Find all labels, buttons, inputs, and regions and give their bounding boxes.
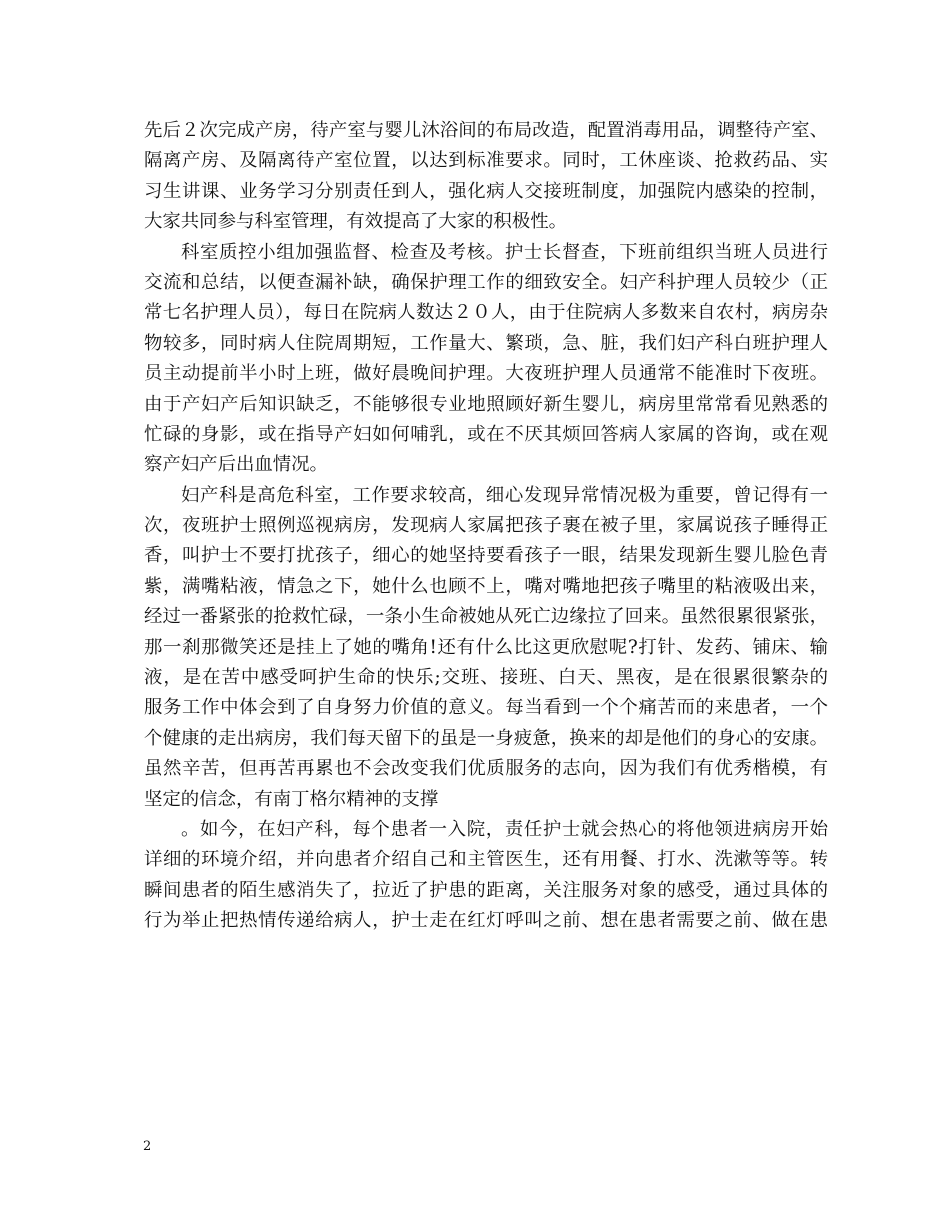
text-line: 紫，满嘴粘液，情急之下，她什么也顾不上，嘴对嘴地把孩子嘴里的粘液吸出来， xyxy=(144,575,828,597)
text-line: 详细的环境介绍，并向患者介绍自己和主管医生，还有用餐、打水、洗漱等等。转 xyxy=(144,849,828,871)
text-line: 员主动提前半小时上班，做好晨晚间护理。大夜班护理人员通常不能准时下夜班。 xyxy=(144,363,828,385)
text-line: 先后２次完成产房，待产室与婴儿沐浴间的布局改造，配置消毒用品，调整待产室、 xyxy=(144,120,828,141)
text-line: 液，是在苦中感受呵护生命的快乐;交班、接班、白天、黑夜，是在很累很繁杂的 xyxy=(144,667,828,689)
paragraph-first-line: 妇产科是高危科室，工作要求较高，细心发现异常情况极为重要，曾记得有一 xyxy=(181,484,828,506)
body-text xyxy=(144,116,828,937)
text-line: 个健康的走出病房，我们每天留下的虽是一身疲惫，换来的却是他们的身心的安康。 xyxy=(144,727,828,749)
text-line: 次，夜班护士照例巡视病房，发现病人家属把孩子裹在被子里，家属说孩子睡得正 xyxy=(144,515,828,537)
page-number: 2 xyxy=(143,1139,152,1154)
text-line: 经过一番紧张的抢救忙碌，一条小生命被她从死亡边缘拉了回来。虽然很累很紧张， xyxy=(144,606,828,628)
paragraph-first-line: 科室质控小组加强监督、检查及考核。护士长督查，下班前组织当班人员进行 xyxy=(181,241,828,263)
text-line: 行为举止把热情传递给病人，护士走在红灯呼叫之前、想在患者需要之前、做在患 xyxy=(144,910,828,932)
text-line: 由于产妇产后知识缺乏，不能够很专业地照顾好新生婴儿，病房里常常看见熟悉的 xyxy=(144,393,828,415)
text-line: 大家共同参与科室管理，有效提高了大家的积极性。 xyxy=(144,211,567,233)
text-line: 常七名护理人员），每日在院病人数达２０人，由于住院病人多数来自农村，病房杂 xyxy=(144,302,828,324)
text-line: 忙碌的身影，或在指导产妇如何哺乳，或在不厌其烦回答病人家属的咨询，或在观 xyxy=(144,423,828,445)
text-line: 香，叫护士不要打扰孩子，细心的她坚持要看孩子一眼，结果发现新生婴儿脸色青 xyxy=(144,545,828,567)
text-line: 那一刹那微笑还是挂上了她的嘴角!还有什么比这更欣慰呢?打针、发药、铺床、输 xyxy=(144,636,828,658)
paragraph-first-line: 。如今，在妇产科，每个患者一入院，责任护士就会热心的将他领进病房开始 xyxy=(181,818,828,840)
text-line: 察产妇产后出血情况。 xyxy=(144,454,328,476)
text-line: 隔离产房、及隔离待产室位置，以达到标准要求。同时，工休座谈、抢救药品、实 xyxy=(144,150,828,172)
text-line: 瞬间患者的陌生感消失了，拉近了护患的距离，关注服务对象的感受，通过具体的 xyxy=(144,879,828,901)
text-line: 虽然辛苦，但再苦再累也不会改变我们优质服务的志向，因为我们有优秀楷模，有 xyxy=(144,758,828,780)
text-line: 交流和总结，以便查漏补缺，确保护理工作的细致安全。妇产科护理人员较少（正 xyxy=(144,271,828,293)
text-line: 习生讲课、业务学习分别责任到人，强化病人交接班制度，加强院内感染的控制， xyxy=(144,180,828,202)
text-line: 物较多，同时病人住院周期短，工作量大、繁琐，急、脏，我们妇产科白班护理人 xyxy=(144,332,828,354)
text-line: 服务工作中体会到了自身努力价值的意义。每当看到一个个痛苦而的来患者，一个 xyxy=(144,697,828,719)
text-line: 坚定的信念，有南丁格尔精神的支撑 xyxy=(144,788,439,810)
